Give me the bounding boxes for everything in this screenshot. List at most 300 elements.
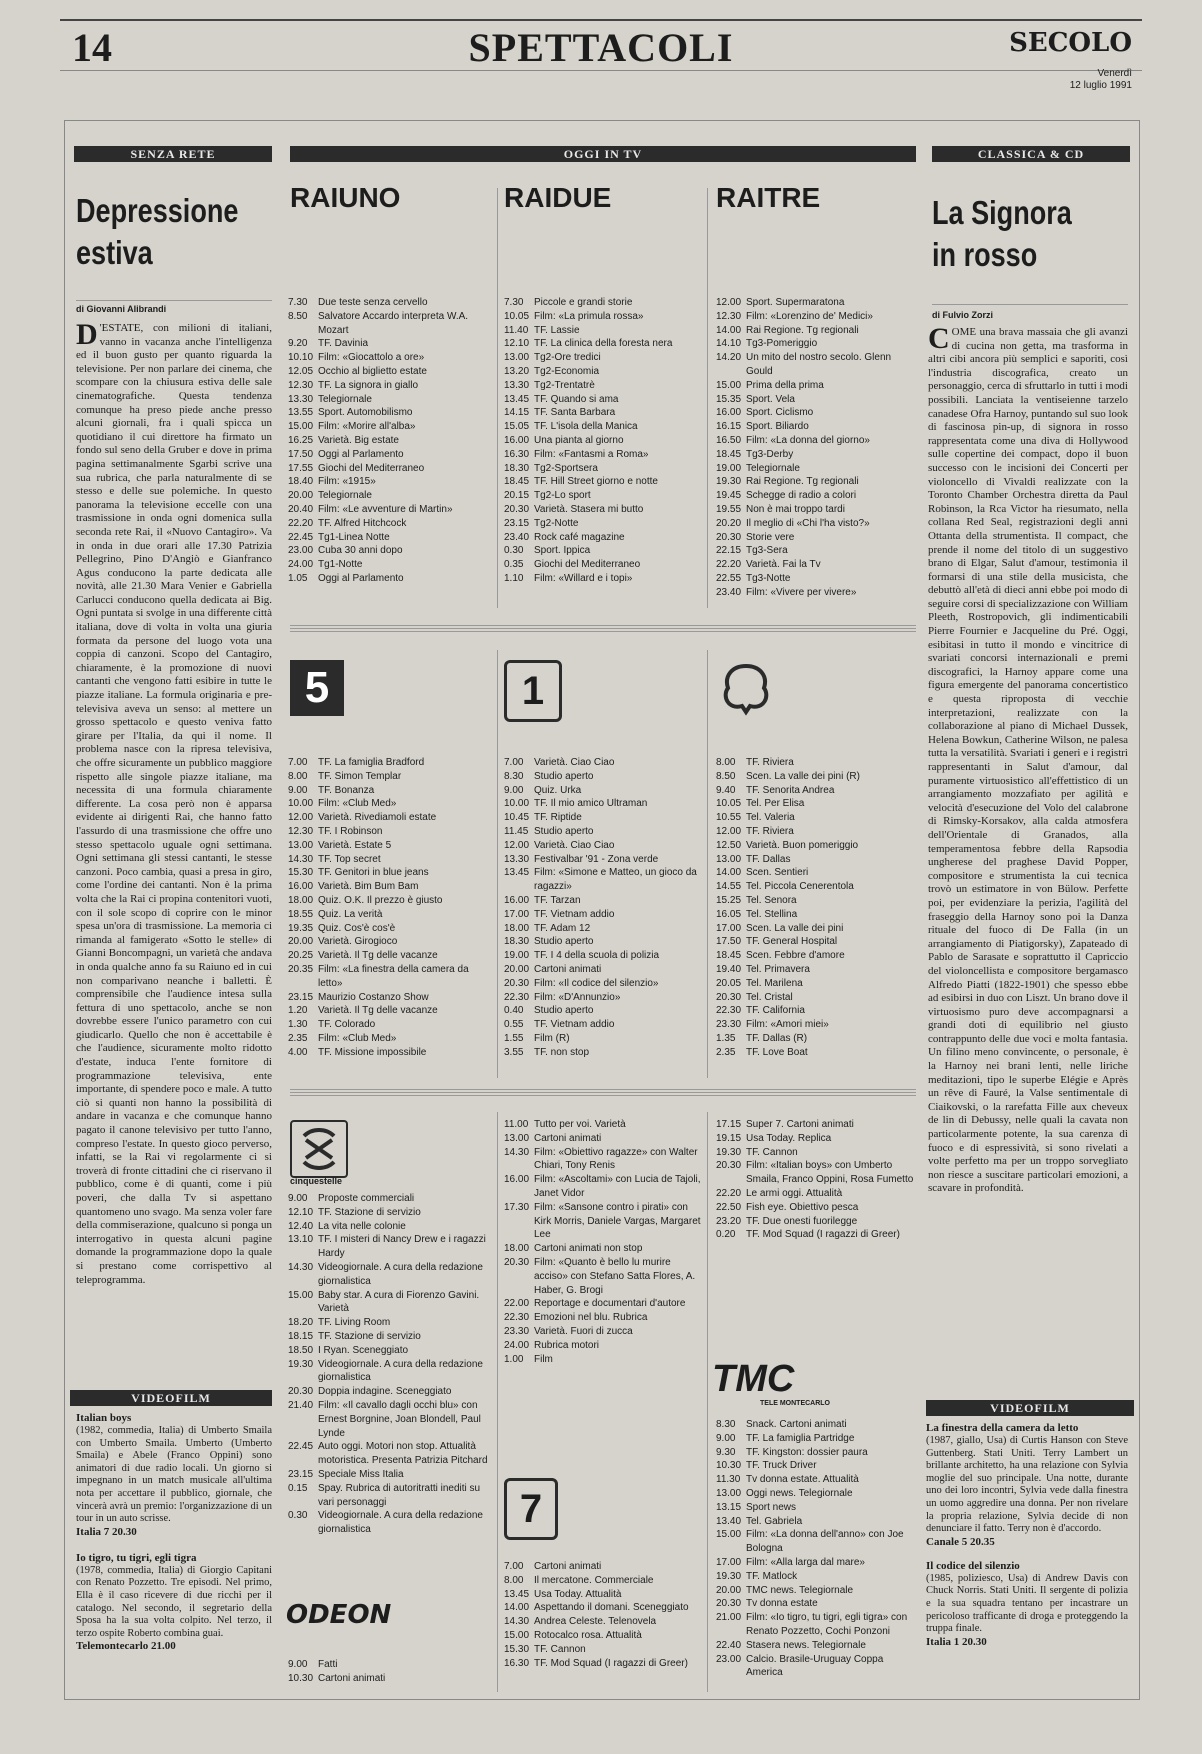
schedule-time: 2.35	[288, 1032, 308, 1044]
schedule-program: Emozioni nel blu. Rubrica	[534, 1312, 648, 1324]
schedule-row	[504, 784, 704, 798]
schedule-program: Film: «Amori miei»	[746, 1019, 829, 1031]
schedule-program: Doppia indagine. Sceneggiato	[318, 1386, 452, 1398]
divider	[707, 188, 708, 608]
schedule-row	[504, 324, 704, 338]
schedule-row	[288, 797, 488, 811]
schedule-time: 13.00	[716, 1487, 742, 1499]
schedule-time: 12.00	[504, 839, 530, 851]
schedule-program: Cuba 30 anni dopo	[318, 545, 403, 557]
raitre-schedule	[716, 296, 916, 600]
schedule-program: TF. La famiglia Bradford	[318, 757, 425, 768]
schedule-program: I Ryan. Sceneggiato	[318, 1344, 409, 1356]
schedule-time: 20.40	[288, 503, 314, 515]
schedule-row	[716, 784, 916, 798]
schedule-time: 7.30	[504, 297, 524, 308]
schedule-program: Tel. Per Elisa	[746, 798, 805, 810]
schedule-time: 13.45	[504, 1588, 530, 1600]
schedule-time: 15.00	[288, 1289, 314, 1301]
schedule-time: 13.30	[504, 379, 530, 391]
schedule-row	[288, 1468, 488, 1482]
schedule-row	[288, 1344, 488, 1358]
schedule-row	[288, 935, 488, 949]
schedule-time: 19.35	[288, 922, 314, 934]
schedule-time: 10.05	[504, 310, 530, 322]
schedule-time: 22.00	[504, 1298, 530, 1310]
schedule-time: 1.35	[716, 1032, 736, 1044]
left-headline-line2: estiva	[76, 234, 153, 271]
schedule-program: Scen. Sentieri	[746, 867, 809, 879]
schedule-row	[716, 296, 916, 310]
schedule-program: Baby star. A cura di Fiorenzo Gavini. Varietà	[318, 1289, 480, 1315]
schedule-program: Varietà. Bim Bum Bam	[318, 881, 419, 893]
schedule-row	[504, 1018, 704, 1032]
schedule-time: 12.30	[288, 379, 314, 391]
schedule-row	[288, 825, 488, 839]
schedule-row	[716, 406, 916, 420]
canale5-schedule	[288, 756, 488, 1060]
schedule-time: 19.15	[716, 1132, 742, 1144]
schedule-program: Film: «Club Med»	[318, 798, 397, 810]
schedule-program: Tg2-Trentatrè	[534, 379, 595, 391]
schedule-row	[504, 1339, 704, 1353]
schedule-row	[288, 1220, 488, 1234]
left-dropcap: D	[76, 322, 98, 351]
schedule-time: 18.15	[288, 1330, 314, 1342]
right-article-body	[928, 326, 1128, 1380]
schedule-row	[716, 922, 916, 936]
schedule-time: 14.55	[716, 881, 742, 893]
schedule-program: Film: «Le avventure di Martin»	[318, 503, 453, 515]
schedule-program: Tv donna estate	[746, 1598, 818, 1610]
schedule-time: 12.50	[716, 839, 742, 851]
schedule-row	[288, 839, 488, 853]
issue-date: 12 luglio 1991	[1069, 80, 1132, 91]
schedule-program: Sport. Supermaratona	[746, 297, 845, 308]
schedule-row	[716, 1611, 916, 1639]
schedule-program: Storie vere	[746, 531, 795, 543]
schedule-program: Speciale Miss Italia	[318, 1468, 404, 1480]
schedule-time: 22.45	[288, 1441, 314, 1453]
schedule-row	[504, 797, 704, 811]
schedule-row	[288, 1192, 488, 1206]
schedule-program: Film: «Fantasmi a Roma»	[534, 448, 649, 460]
schedule-time: 12.00	[716, 297, 742, 308]
schedule-row	[288, 1509, 488, 1537]
schedule-row	[504, 1657, 704, 1671]
schedule-program: Cartoni animati non stop	[534, 1243, 643, 1255]
schedule-program: Tg3-Pomeriggio	[746, 338, 818, 350]
schedule-row	[716, 448, 916, 462]
schedule-row	[504, 296, 704, 310]
schedule-row	[504, 1004, 704, 1018]
schedule-program: Quiz. Urka	[534, 784, 582, 796]
schedule-row	[504, 1032, 704, 1046]
schedule-row	[716, 337, 916, 351]
schedule-time: 1.30	[288, 1019, 308, 1031]
schedule-time: 23.00	[716, 1653, 742, 1665]
schedule-time: 12.10	[504, 338, 530, 350]
schedule-row	[288, 770, 488, 784]
schedule-program: Occhio al biglietto estate	[318, 365, 427, 377]
schedule-row	[716, 1018, 916, 1032]
schedule-row	[716, 489, 916, 503]
schedule-program: Tutto per voi. Varietà	[534, 1119, 626, 1130]
schedule-row	[288, 531, 488, 545]
schedule-time: 10.30	[288, 1672, 314, 1684]
schedule-row	[716, 462, 916, 476]
schedule-program: Oggi news. Telegiornale	[746, 1487, 853, 1499]
schedule-row	[504, 420, 704, 434]
schedule-row	[504, 337, 704, 351]
separator-stripe	[290, 624, 916, 632]
schedule-time: 16.50	[716, 434, 742, 446]
schedule-program: Fatti	[318, 1659, 338, 1670]
schedule-row	[504, 1146, 704, 1174]
schedule-program: Varietà. Ciao Ciao	[534, 839, 615, 851]
schedule-program: TF. Dallas	[746, 853, 791, 865]
schedule-time: 20.35	[288, 963, 314, 975]
schedule-program: Tel. Valeria	[746, 812, 795, 824]
schedule-time: 20.00	[716, 1584, 742, 1596]
schedule-program: Super 7. Cartoni animati	[746, 1119, 854, 1130]
schedule-time: 15.25	[716, 894, 742, 906]
schedule-row	[504, 558, 704, 572]
schedule-time: 17.50	[288, 448, 314, 460]
schedule-program: Film: «Io tigro, tu tigri, egli tigra» con Renato Pozzetto, Cochi Ponzoni	[746, 1612, 908, 1637]
schedule-program: Film: «Ascoltami» con Lucia de Tajoli, Janet Vidor	[534, 1174, 701, 1199]
schedule-time: 7.30	[288, 297, 308, 308]
schedule-time: 23.40	[716, 586, 742, 598]
schedule-row	[288, 351, 488, 365]
schedule-time: 9.00	[716, 1432, 736, 1444]
schedule-row	[288, 894, 488, 908]
schedule-program: Tg3-Derby	[746, 448, 794, 460]
header-rule	[60, 70, 1142, 71]
schedule-program: TF. Senorita Andrea	[746, 784, 835, 796]
schedule-time: 15.30	[504, 1643, 530, 1655]
schedule-row	[288, 448, 488, 462]
schedule-time: 16.00	[504, 434, 530, 446]
schedule-row	[716, 1515, 916, 1529]
center-band: OGGI IN TV	[290, 146, 916, 162]
schedule-time: 11.40	[504, 324, 529, 336]
schedule-time: 22.45	[288, 531, 314, 543]
schedule-time: 7.00	[504, 757, 524, 768]
local-channel-schedule	[504, 1118, 704, 1366]
schedule-row	[288, 1358, 488, 1386]
italia7-schedule	[504, 1560, 704, 1670]
schedule-row	[716, 1032, 916, 1046]
schedule-time: 13.30	[504, 853, 530, 865]
schedule-time: 15.00	[716, 379, 742, 391]
schedule-program: Festivalbar '91 - Zona verde	[534, 853, 659, 865]
schedule-time: 23.30	[504, 1325, 530, 1337]
left-article-text: 'ESTATE, con milioni di italiani, vanno in vacanza anche l'intelligenza ed il buon gusto per quanto riguarda la televisione. Per non parlare dei cinema, che scompare con la chiusura estiva delle sale cinematografiche. Questa tendenza comunque ha preso piede anche presso alcuni giornali, fra i quali spicca un quotidiano il cui direttore ha firmato un fondo sul seno della Gruber e dove in prima pagina settimanalmente Sgarbi scrive una sua rubrica, che parla naturalmente di se stesso e delle sue polemiche. In questo panorama la televisione eccelle con una trasmissione in onda ogni domenica sulla seconda rete Rai, il «Nuovo Cantagiro». Va in onda in due orari alle 17.30 Patrizia Pellegrino, Pino D'Angiò e Gianfranco Agus conducono la parte dedicata alle novità, alle 21.30 Mara Venier e Gabriella Carlucci conducono quella dedicata ai Big. Ogni puntata si svolge in una differente città italiana, dove di volta in volta una giuria formata da persone del luogo vota una coppia di canzoni. Scopo del Cantagiro, chiaramente, è la promozione di nuovi cantanti che vengono fatti esibire in tutte le piazze italiane. La formula originaria e pre-televisiva aveva un senso: al mettere un grosso spettacolo e questo veniva fatto girare per l'Italia, da qui il nome. Il problema nasce con la ripresa televisiva, che offre sicuramente un pubblico maggiore rispetto alle singole piazze italiane, ma necessita di una formula chiaramente differente. La cosa però non è apparsa evidente ai dirigenti Rai, che hanno fatto l'assurdo di una trasmissione che offre uno stesso spettacolo uguale ogni settimana. Ogni settimana gli stessi cantanti, le stesse canzoni. Poco cambia, quasi a presa in giro, come l'ordine dei cantanti. Non è la prima volta che la Rai ci propina contenitori vuoti, con il sole scopo di coprire con le minor spesa un'ora di trasmissione. La memoria ci rimanda al famigerato «Sotto le stelle» di Gianni Boncompagni, un varietà che andava in onda qualche anno fa su Raiuno ed in cui non comparivano neanche i balletti. È comprensibile che l'audience intesa sulla fettura di uno spettacolo, anche se non dovrebbe essere l'unico parametro con cui giudicarlo. Quello che non è accettabile è che l'audience, sicuramente molto ridotto d'estate, induca l'ente fornitore di programmazione televisiva, ente importante, di spendere poco e male. A tutto ciò si quanti non hanno la possibilità di andare in vacanza e che comunque hanno pagato il canone televisivo per tutto l'anno, compreso l'estate. In questo gioco perverso, infatti, se la Rai vi regolarmente ci si troverà di fronte cittadini che ci riservano il pubblico, come è di quanti, come i più poveri, che dalla Tv si aspettano quantomeno uno svago. Ma senza voler fare della commiserazione, qualcuno si ponga un interrogativo in questa alcuni pagine domande la programmazione dopo la quale si prestano come corrispettivo al teleprogramma.	[76, 322, 272, 1286]
schedule-row	[504, 811, 704, 825]
schedule-program: TF. Vietnam addio	[534, 1019, 615, 1031]
schedule-program: Studio aperto	[534, 1005, 594, 1017]
schedule-row	[504, 1118, 704, 1132]
schedule-time: 12.10	[288, 1206, 314, 1218]
schedule-time: 15.00	[288, 421, 314, 433]
retequattro-logo-icon	[718, 662, 774, 716]
right-headline	[932, 192, 1129, 276]
schedule-time: 21.00	[716, 1612, 742, 1624]
schedule-time: 17.00	[716, 1556, 742, 1568]
schedule-time: 9.40	[716, 784, 736, 796]
schedule-program: Studio aperto	[534, 936, 594, 948]
schedule-time: 17.50	[716, 936, 742, 948]
schedule-program: Rai Regione. Tg regionali	[746, 324, 859, 336]
schedule-row	[716, 1487, 916, 1501]
schedule-program: TF. Living Room	[318, 1317, 391, 1329]
schedule-program: Film: «La donna dell'anno» con Joe Bologna	[746, 1529, 904, 1555]
schedule-program: Videogiornale. A cura della redazione giornalistica	[318, 1261, 483, 1287]
schedule-time: 16.15	[716, 421, 742, 433]
schedule-row	[504, 503, 704, 517]
schedule-time: 22.30	[504, 991, 530, 1003]
schedule-row	[504, 991, 704, 1005]
schedule-time: 8.30	[716, 1419, 736, 1430]
schedule-time: 9.00	[288, 1659, 308, 1670]
schedule-program: TF. La famiglia Partridge	[746, 1432, 855, 1444]
schedule-row	[716, 586, 916, 600]
schedule-row	[716, 770, 916, 784]
schedule-time: 10.05	[716, 798, 742, 810]
schedule-time: 13.20	[504, 365, 530, 377]
schedule-program: TF. Top secret	[318, 853, 381, 865]
right-column-band: CLASSICA & CD	[932, 146, 1130, 162]
schedule-program: Videogiornale. A cura della redazione giornalistica	[318, 1510, 483, 1536]
videofilm-channel: Italia 7 20.30	[76, 1525, 137, 1538]
schedule-program: Varietà. Il Tg delle vacanze	[318, 1005, 438, 1017]
schedule-program: TF. Dallas (R)	[746, 1032, 808, 1044]
schedule-time: 13.45	[504, 393, 530, 405]
raiuno-logo: RAIUNO	[290, 182, 401, 213]
schedule-program: Videogiornale. A cura della redazione giornalistica	[318, 1358, 483, 1384]
schedule-program: Fish eye. Obiettivo pesca	[746, 1201, 859, 1213]
schedule-row	[288, 1658, 488, 1672]
schedule-row	[716, 1187, 916, 1201]
odeon-logo: ODEON	[286, 1600, 392, 1630]
schedule-program: Film: «1915»	[318, 476, 376, 488]
left-headline	[76, 190, 273, 274]
schedule-program: Film: «D'Annunzio»	[534, 991, 621, 1003]
schedule-time: 18.50	[288, 1344, 314, 1356]
schedule-program: Film: «Morire all'alba»	[318, 421, 416, 433]
schedule-program: TF. La clinica della foresta nera	[534, 338, 673, 350]
right-byline: di Fulvio Zorzi	[932, 310, 993, 320]
schedule-time: 10.55	[716, 812, 742, 824]
schedule-program: Usa Today. Attualità	[534, 1588, 622, 1600]
schedule-program: Tel. Marilena	[746, 977, 803, 989]
schedule-program: Film: «Il codice del silenzio»	[534, 977, 659, 989]
schedule-program: Varietà. Il Tg delle vacanze	[318, 950, 438, 962]
schedule-program: TF. Alfred Hitchcock	[318, 517, 407, 529]
divider	[707, 650, 708, 1078]
schedule-program: Oggi al Parlamento	[318, 448, 404, 460]
schedule-program: Un mito del nostro secolo. Glenn Gould	[746, 352, 892, 377]
schedule-row	[504, 544, 704, 558]
videofilm-text: (1978, commedia, Italia) di Giorgio Capitani con Renato Pozzetto. Tre episodi. Nel primo, Ella è il caso ricevere di due ricchi per il catalogo. Nel secondo, il segretario della Sposa ha la sua volta colpito. Nel terzo, il terzo ospite Roberto combina guai.	[76, 1564, 272, 1639]
schedule-time: 14.30	[504, 1146, 530, 1158]
schedule-time: 22.15	[716, 545, 742, 557]
schedule-program: Film	[534, 1353, 553, 1365]
schedule-row	[716, 908, 916, 922]
schedule-program: Film: «Alla larga dal mare»	[746, 1556, 865, 1568]
schedule-program: Andrea Celeste. Telenovela	[534, 1616, 657, 1628]
schedule-program: TF. Riviera	[746, 825, 794, 837]
schedule-program: Sport. Ippica	[534, 545, 591, 557]
schedule-row	[716, 963, 916, 977]
schedule-time: 23.40	[504, 531, 530, 543]
schedule-row	[504, 977, 704, 991]
schedule-program: Film: «Italian boys» con Umberto Smaila, Franco Oppini, Rosa Fumetto	[746, 1160, 914, 1186]
schedule-row	[716, 351, 916, 379]
schedule-time: 16.30	[504, 1657, 530, 1669]
schedule-program: Giochi del Mediterraneo	[318, 462, 425, 474]
schedule-row	[504, 351, 704, 365]
schedule-program: Film (R)	[534, 1032, 570, 1044]
schedule-time: 9.00	[288, 784, 308, 796]
schedule-row	[716, 517, 916, 531]
schedule-program: Tg1-Linea Notte	[318, 531, 390, 543]
schedule-program: TF. Love Boat	[746, 1046, 808, 1058]
schedule-row	[716, 1215, 916, 1229]
schedule-program: TF. Riviera	[746, 757, 794, 768]
schedule-row	[504, 756, 704, 770]
schedule-program: TF. Quando si ama	[534, 393, 619, 405]
schedule-program: Film: «Club Med»	[318, 1032, 397, 1044]
schedule-time: 13.45	[504, 867, 530, 879]
schedule-row	[288, 866, 488, 880]
right-videofilm-list	[926, 1422, 1128, 1648]
schedule-row	[288, 1482, 488, 1510]
schedule-row	[504, 839, 704, 853]
schedule-row	[288, 379, 488, 393]
schedule-program: TF. Matlock	[746, 1570, 798, 1582]
schedule-program: Varietà. Fai la Tv	[746, 559, 821, 571]
schedule-program: TF. Mod Squad (I ragazzi di Greer)	[534, 1657, 688, 1669]
schedule-time: 14.00	[716, 324, 742, 336]
videofilm-item	[76, 1412, 272, 1538]
schedule-row	[288, 434, 488, 448]
newspaper-logo: SECOLO	[1009, 28, 1132, 58]
schedule-time: 0.30	[288, 1510, 308, 1522]
schedule-program: TF. L'isola della Manica	[534, 421, 638, 433]
retequattro-schedule	[716, 756, 916, 1060]
videofilm-item	[926, 1560, 1128, 1648]
schedule-time: 23.00	[288, 545, 314, 557]
schedule-row	[716, 1528, 916, 1556]
schedule-time: 19.45	[716, 490, 742, 502]
schedule-row	[716, 853, 916, 867]
schedule-program: Film: «Giocattolo a ore»	[318, 352, 425, 364]
schedule-program: Due teste senza cervello	[318, 297, 428, 308]
schedule-time: 20.30	[504, 1256, 530, 1268]
schedule-time: 8.00	[716, 757, 736, 768]
schedule-time: 13.00	[504, 1132, 530, 1144]
schedule-program: Film: «La donna del giorno»	[746, 434, 870, 446]
schedule-time: 8.50	[288, 310, 308, 322]
schedule-row	[716, 1459, 916, 1473]
schedule-program: Film: «Obiettivo ragazze» con Walter Chiari, Tony Renis	[534, 1146, 698, 1172]
schedule-row	[288, 393, 488, 407]
schedule-time: 1.55	[504, 1032, 524, 1044]
schedule-time: 22.20	[288, 517, 314, 529]
schedule-time: 20.00	[288, 936, 314, 948]
schedule-program: Quiz. Cos'è cos'è	[318, 922, 396, 934]
schedule-time: 20.30	[716, 991, 742, 1003]
schedule-time: 22.20	[716, 1187, 742, 1199]
videofilm-text: (1987, giallo, Usa) di Curtis Hanson con Steve Guttenberg. Stati Uniti. Terry Lambert un brillante architetto, ha una relazione con Sylvia moglie del suo principale. Una notte, durante uno dei loro incontri, Sylvia vede dalla finestra un uomo aggredire una donna. Per non rivelare la propria relazione, Sylvia decide di non denunciare il fatto. Terry non è d'accordo.	[926, 1435, 1128, 1535]
schedule-row	[504, 894, 704, 908]
schedule-program: Film: «La finestra della camera da letto»	[318, 963, 469, 989]
schedule-program: TF. non stop	[534, 1046, 590, 1058]
schedule-program: TF. Santa Barbara	[534, 407, 616, 419]
schedule-time: 11.45	[504, 825, 529, 837]
videofilm-title: Io tigro, tu tigri, egli tigra	[76, 1551, 197, 1564]
schedule-program: Il mercatone. Commerciale	[534, 1574, 654, 1586]
schedule-row	[716, 756, 916, 770]
schedule-time: 20.00	[504, 963, 530, 975]
schedule-row	[288, 310, 488, 338]
schedule-program: TF. I Robinson	[318, 825, 383, 837]
schedule-program: Proposte commerciali	[318, 1193, 415, 1204]
schedule-row	[716, 1597, 916, 1611]
schedule-time: 14.30	[504, 1616, 530, 1628]
schedule-program: TF. Mod Squad (I ragazzi di Greer)	[746, 1229, 900, 1241]
schedule-time: 15.35	[716, 393, 742, 405]
schedule-row	[504, 448, 704, 462]
schedule-time: 14.30	[288, 1261, 314, 1273]
schedule-time: 14.30	[288, 853, 314, 865]
schedule-row	[504, 935, 704, 949]
schedule-row	[504, 310, 704, 324]
schedule-time: 19.30	[716, 1570, 742, 1582]
schedule-time: 10.30	[716, 1460, 742, 1472]
left-byline: di Giovanni Alibrandi	[76, 304, 167, 314]
schedule-time: 24.00	[504, 1339, 530, 1351]
schedule-time: 21.40	[288, 1399, 314, 1411]
divider	[497, 188, 498, 608]
raidue-schedule	[504, 296, 704, 586]
divider	[497, 1112, 498, 1692]
schedule-time: 10.00	[504, 798, 530, 810]
schedule-row	[716, 1653, 916, 1681]
schedule-time: 23.15	[288, 991, 314, 1003]
schedule-program: Tg2-Ore tredici	[534, 352, 601, 364]
schedule-time: 13.00	[716, 853, 742, 865]
raidue-logo: RAIDUE	[504, 182, 612, 213]
schedule-row	[716, 1201, 916, 1215]
schedule-row	[716, 1132, 916, 1146]
schedule-time: 18.20	[288, 1317, 314, 1329]
schedule-program: Scen. La valle dei pini (R)	[746, 770, 860, 782]
raiuno-schedule	[288, 296, 488, 586]
schedule-time: 22.30	[716, 1005, 742, 1017]
schedule-time: 1.20	[288, 1005, 308, 1017]
schedule-row	[716, 1556, 916, 1570]
schedule-time: 20.25	[288, 950, 314, 962]
schedule-time: 22.20	[716, 559, 742, 571]
schedule-time: 19.00	[716, 462, 742, 474]
schedule-time: 12.05	[288, 365, 314, 377]
schedule-time: 23.15	[288, 1468, 314, 1480]
schedule-program: TF. General Hospital	[746, 936, 838, 948]
schedule-row	[288, 1440, 488, 1468]
